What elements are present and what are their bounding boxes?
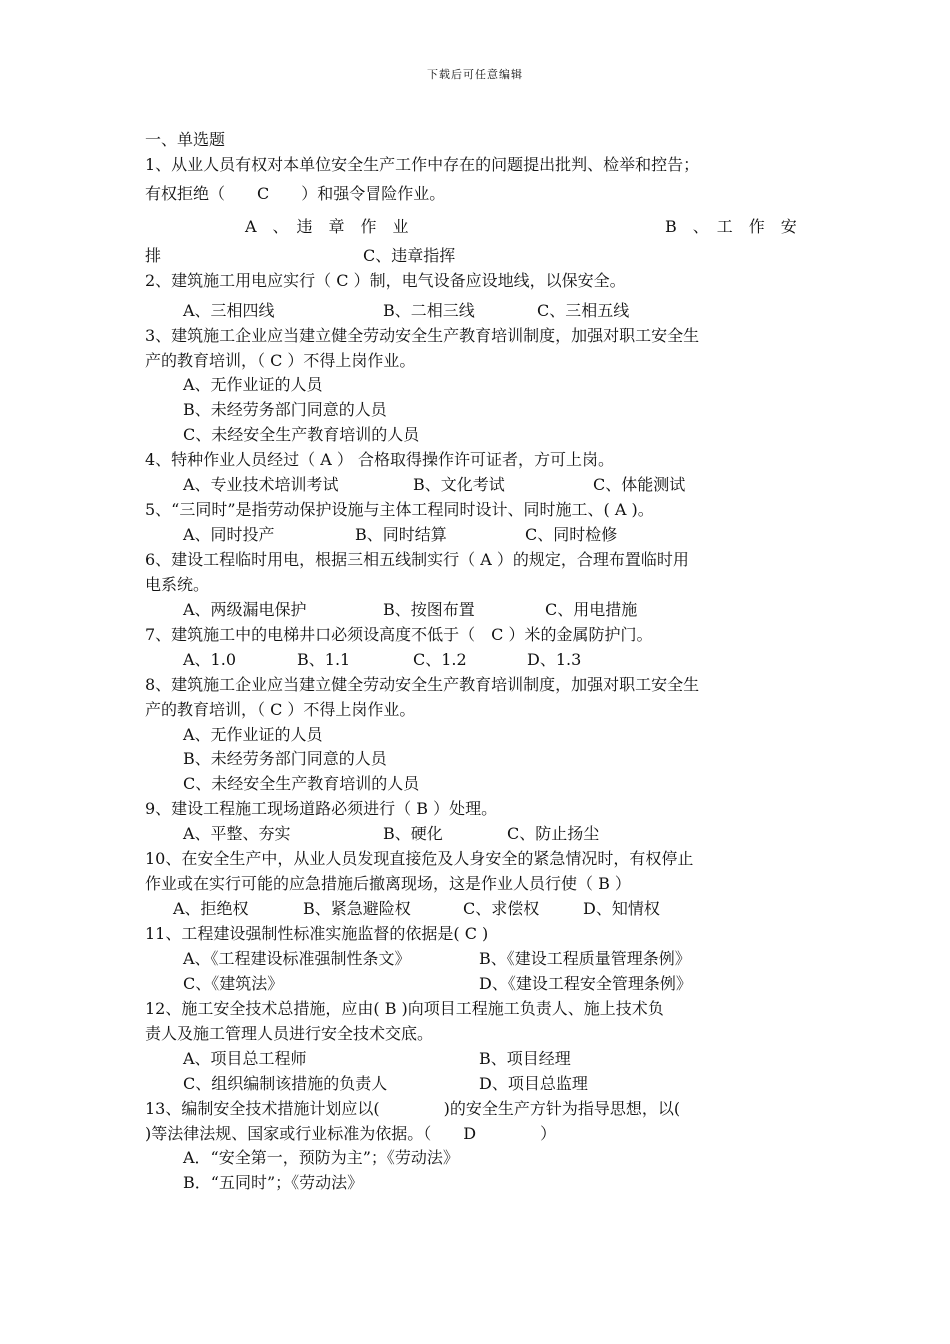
- question-8-line-2: 产的教育培训，（ C ）不得上岗作业。: [145, 699, 416, 719]
- option-c: C、求偿权: [463, 898, 540, 918]
- option-d: D、《建设工程安全管理条例》: [479, 973, 692, 993]
- question-12-options-row-2: [145, 1072, 810, 1097]
- question-3-line-1: 3、建筑施工企业应当建立健全劳动安全生产教育培训制度，加强对职工安全生: [145, 325, 700, 345]
- option-a: A．“安全第一，预防为主”；《劳动法》: [183, 1148, 459, 1168]
- question-13-line-1: 13、编制安全技术措施计划应以( )的安全生产方针为指导思想，以(: [145, 1098, 681, 1118]
- option-b-continued: 排: [145, 245, 162, 265]
- question-7-stem: 7、建筑施工中的电梯井口必须设高度不低于（ C ）米的金属防护门。: [145, 624, 653, 644]
- question-4-options: [145, 473, 810, 498]
- option-b: B、未经劳务部门同意的人员: [183, 749, 387, 769]
- option-c: C、用电措施: [545, 599, 638, 619]
- option-c: C、《建筑法》: [183, 973, 284, 993]
- option-a: A、1.0: [183, 649, 237, 669]
- question-1-line-2: 有权拒绝（ C ）和强令冒险作业。: [145, 183, 446, 203]
- question-6-options: [145, 598, 810, 623]
- option-a: A 、 违 章 作 业: [245, 216, 409, 236]
- option-c: C、组织编制该措施的负责人: [183, 1073, 388, 1093]
- question-6-line-2: 电系统。: [145, 574, 210, 594]
- option-c: C、1.2: [413, 649, 467, 669]
- question-5-stem: 5、“三同时”是指劳动保护设施与主体工程同时设计、同时施工、( A )。: [145, 500, 654, 520]
- option-b: B、1.1: [297, 649, 351, 669]
- option-c: C、未经安全生产教育培训的人员: [183, 774, 420, 794]
- option-a: A、三相四线: [183, 300, 275, 320]
- question-2-options: [145, 299, 810, 324]
- question-11-options-row-1: [145, 947, 810, 972]
- question-10-line-1: 10、在安全生产中，从业人员发现直接危及人身安全的紧急情况时，有权停止: [145, 849, 694, 869]
- option-a: A、平整、夯实: [183, 824, 291, 844]
- option-a: A、无作业证的人员: [183, 375, 323, 395]
- option-b: B、硬化: [383, 824, 443, 844]
- question-1-options-row-2: [145, 244, 810, 269]
- option-b: B 、 工 作 安: [665, 216, 797, 236]
- question-11-options-row-2: [145, 972, 810, 997]
- question-12-line-2: 责人及施工管理人员进行安全技术交底。: [145, 1023, 434, 1043]
- question-3-line-2: 产的教育培训，（ C ）不得上岗作业。: [145, 350, 416, 370]
- option-b: B．“五同时”；《劳动法》: [183, 1173, 364, 1193]
- option-a: A、无作业证的人员: [183, 724, 323, 744]
- page-header: 下载后可任意编辑: [427, 68, 523, 81]
- option-c: C、体能测试: [593, 475, 686, 495]
- option-d: D、1.3: [527, 649, 582, 669]
- option-b: B、项目经理: [479, 1048, 571, 1068]
- option-d: D、项目总监理: [479, 1073, 588, 1093]
- option-b: B、同时结算: [355, 524, 447, 544]
- option-d: D、知情权: [583, 898, 660, 918]
- option-c: C、防止扬尘: [507, 824, 600, 844]
- option-a: A、拒绝权: [173, 898, 249, 918]
- option-b: B、紧急避险权: [303, 898, 411, 918]
- question-10-options: [145, 897, 810, 922]
- question-8-line-1: 8、建筑施工企业应当建立健全劳动安全生产教育培训制度，加强对职工安全生: [145, 674, 700, 694]
- question-1-line-1: 1、从业人员有权对本单位安全生产工作中存在的问题提出批判、检举和控告；: [145, 154, 700, 174]
- option-a: A、两级漏电保护: [183, 599, 307, 619]
- question-7-options: [145, 648, 810, 673]
- question-12-options-row-1: [145, 1047, 810, 1072]
- option-a: A、项目总工程师: [183, 1048, 307, 1068]
- option-a: A、《工程建设标准强制性条文》: [183, 948, 411, 968]
- option-b: B、未经劳务部门同意的人员: [183, 400, 387, 420]
- question-6-line-1: 6、建设工程临时用电，根据三相五线制实行（ A ）的规定，合理布置临时用: [145, 549, 689, 569]
- option-c: C、违章指挥: [363, 245, 456, 265]
- option-b: B、《建设工程质量管理条例》: [479, 948, 691, 968]
- question-9-options: [145, 822, 810, 847]
- option-a: A、同时投产: [183, 524, 275, 544]
- option-a: A、专业技术培训考试: [183, 475, 339, 495]
- question-12-line-1: 12、施工安全技术总措施，应由( B )向项目工程施工负责人、施上技术负: [145, 998, 664, 1018]
- option-b: B、二相三线: [383, 300, 475, 320]
- option-b: B、文化考试: [413, 475, 505, 495]
- question-2-stem: 2、建筑施工用电应实行（ C ）制，电气设备应设地线，以保安全。: [145, 270, 626, 290]
- option-c: C、未经安全生产教育培训的人员: [183, 425, 420, 445]
- section-title: 一、单选题: [145, 130, 226, 149]
- question-sheet: [145, 128, 810, 1196]
- option-c: C、三相五线: [537, 300, 630, 320]
- question-4-stem: 4、特种作业人员经过（ A ） 合格取得操作许可证者，方可上岗。: [145, 450, 614, 470]
- question-13-line-2: )等法律法规、国家或行业标准为依据。（ D ）: [145, 1123, 557, 1143]
- question-5-options: [145, 523, 810, 548]
- question-1-options-row: [145, 215, 810, 240]
- question-11-stem: 11、工程建设强制性标准实施监督的依据是( C ): [145, 923, 489, 943]
- option-b: B、按图布置: [383, 599, 475, 619]
- option-c: C、同时检修: [525, 524, 618, 544]
- question-10-line-2: 作业或在实行可能的应急措施后撤离现场，这是作业人员行使（ B ）: [145, 874, 631, 894]
- question-9-stem: 9、建设工程施工现场道路必须进行（ B ）处理。: [145, 799, 498, 819]
